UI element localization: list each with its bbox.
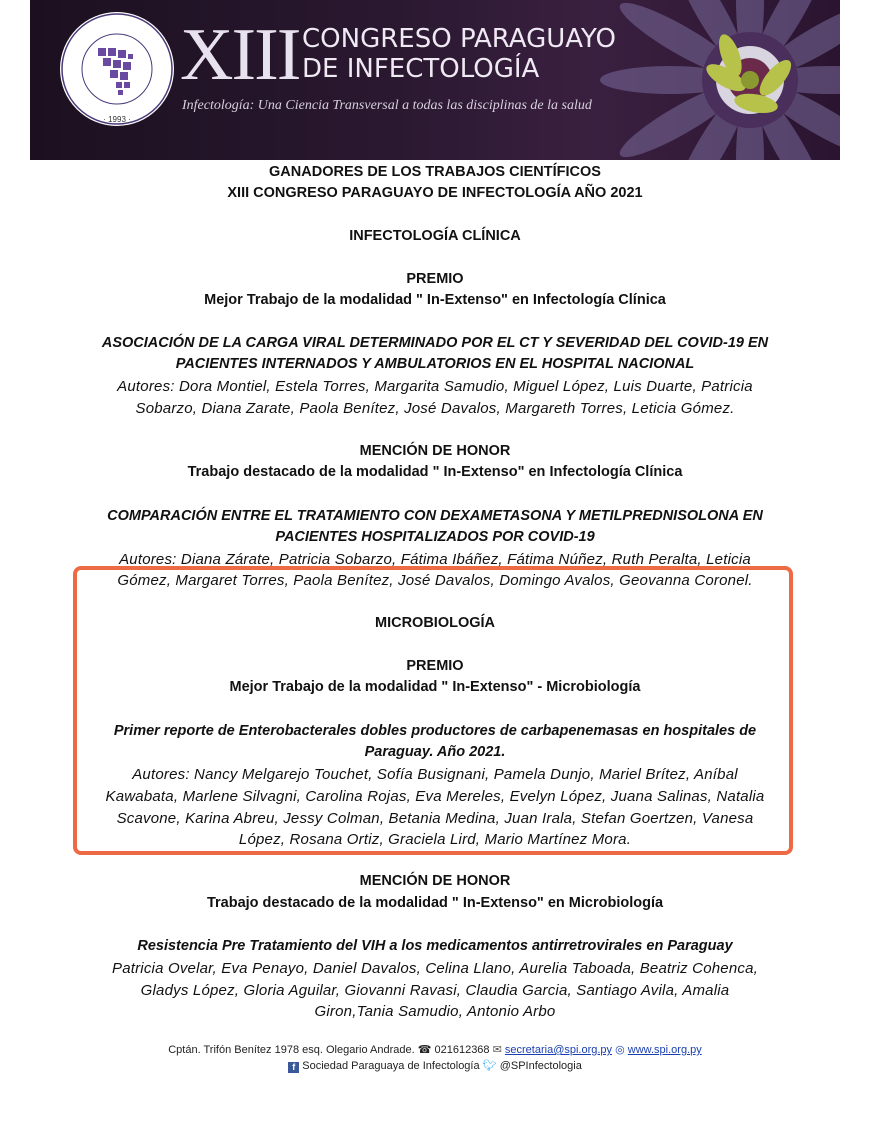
roman-numeral: XIII	[180, 14, 300, 96]
web-icon: ◎	[615, 1044, 625, 1056]
paper-authors: Giron,Tania Samudio, Antonio Arbo	[314, 1003, 556, 1020]
mencion-description: Trabajo destacado de la modalidad " In-Extenso" en Microbiología	[206, 895, 664, 911]
paper-authors: López, Rosana Ortiz, Graciela Lird, Mario Martínez Mora.	[238, 831, 632, 848]
paper-authors: Patricia Ovelar, Eva Penayo, Daniel Davalos, Celina Llano, Aurelia Taboada, Beatriz Cohenca,	[112, 960, 758, 977]
congress-title	[302, 24, 616, 84]
phone-icon: ☎	[417, 1044, 432, 1056]
footer-social	[0, 1059, 870, 1073]
paper-title: Resistencia Pre Tratamiento del VIH a los medicamentos antirretrovirales en Paraguay	[137, 938, 733, 954]
header-banner	[30, 0, 840, 160]
premio-description: Mejor Trabajo de la modalidad " In-Extenso" en Infectología Clínica	[204, 292, 666, 308]
congress-title-line1: CONGRESO PARAGUAYO	[302, 24, 616, 54]
paper-authors: Autores: Diana Zárate, Patricia Sobarzo, Fátima Ibáñez, Fátima Núñez, Ruth Peralta, Leticia	[119, 551, 751, 568]
facebook-icon: f	[288, 1062, 299, 1073]
paper-authors: Kawabata, Marlene Silvagni, Carolina Rojas, Eva Mereles, Evelyn López, Juana Salinas, Natalia	[105, 788, 765, 805]
email-link[interactable]: secretaria@spi.org.py	[504, 1044, 613, 1056]
heading-line2: XIII CONGRESO PARAGUAYO DE INFECTOLOGÍA AÑO 2021	[227, 185, 643, 201]
paper-title: PACIENTES HOSPITALIZADOS POR COVID-19	[275, 529, 595, 545]
paper-authors: Scavone, Karina Abreu, Jessy Colman, Betania Medina, Juan Irala, Stefan Goertzen, Vanesa	[116, 810, 754, 827]
paper-title: Primer reporte de Enterobacterales dobles productores de carbapenemasas en hospitales de	[113, 723, 757, 739]
premio-description: Mejor Trabajo de la modalidad " In-Extenso" - Microbiología	[229, 679, 641, 695]
heading-line1: GANADORES DE LOS TRABAJOS CIENTÍFICOS	[269, 164, 601, 180]
premio-label: PREMIO	[406, 271, 464, 287]
section-title-clinica: INFECTOLOGÍA CLÍNICA	[349, 228, 521, 244]
twitter-icon: 🐦︎	[482, 1060, 497, 1072]
paper-title: PACIENTES INTERNADOS Y AMBULATORIOS EN EL HOSPITAL NACIONAL	[175, 356, 695, 372]
footer-contact	[0, 1043, 870, 1056]
footer-address: Cptán. Trifón Benítez 1978 esq. Olegario Andrade.	[168, 1044, 415, 1056]
paper-title: COMPARACIÓN ENTRE EL TRATAMIENTO CON DEXAMETASONA Y METILPREDNISOLONA EN	[107, 508, 763, 524]
passion-flower-image	[600, 0, 840, 160]
premio-label: PREMIO	[406, 658, 464, 674]
section-title-microbiologia: MICROBIOLOGÍA	[374, 615, 496, 631]
logo-year: · 1993 ·	[103, 115, 131, 124]
twitter-handle[interactable]: @SPInfectologia	[499, 1060, 582, 1072]
paper-authors: Gómez, Margaret Torres, Paola Benítez, José Davalos, Domingo Avalos, Geovanna Coronel.	[117, 572, 753, 589]
banner-tagline: Infectología: Una Ciencia Transversal a todas las disciplinas de la salud	[182, 98, 592, 113]
paper-title: ASOCIACIÓN DE LA CARGA VIRAL DETERMINADO POR EL CT Y SEVERIDAD DEL COVID-19 EN	[101, 335, 769, 351]
mencion-label: MENCIÓN DE HONOR	[359, 873, 511, 889]
paper-authors: Autores: Dora Montiel, Estela Torres, Margarita Samudio, Miguel López, Luis Duarte, Patricia	[117, 378, 753, 395]
paper-title: Paraguay. Año 2021.	[364, 744, 506, 760]
paper-authors: Sobarzo, Diana Zarate, Paola Benítez, José Davalos, Margareth Torres, Leticia Gómez.	[135, 400, 735, 417]
website-link[interactable]: www.spi.org.py	[627, 1044, 702, 1056]
facebook-name[interactable]: Sociedad Paraguaya de Infectología	[302, 1060, 480, 1072]
congress-title-line2: DE INFECTOLOGÍA	[302, 54, 540, 84]
email-icon: ✉	[492, 1044, 502, 1056]
mencion-label: MENCIÓN DE HONOR	[359, 443, 511, 459]
mencion-description: Trabajo destacado de la modalidad " In-Extenso" en Infectología Clínica	[187, 464, 683, 480]
footer-phone: 021612368	[434, 1044, 490, 1056]
paper-authors: Gladys López, Gloria Aguilar, Giovanni Ravasi, Claudia Garcia, Santiago Avila, Amalia	[140, 982, 730, 999]
paper-authors: Autores: Nancy Melgarejo Touchet, Sofía Busignani, Pamela Dunjo, Mariel Brítez, Aníbal	[132, 766, 738, 783]
